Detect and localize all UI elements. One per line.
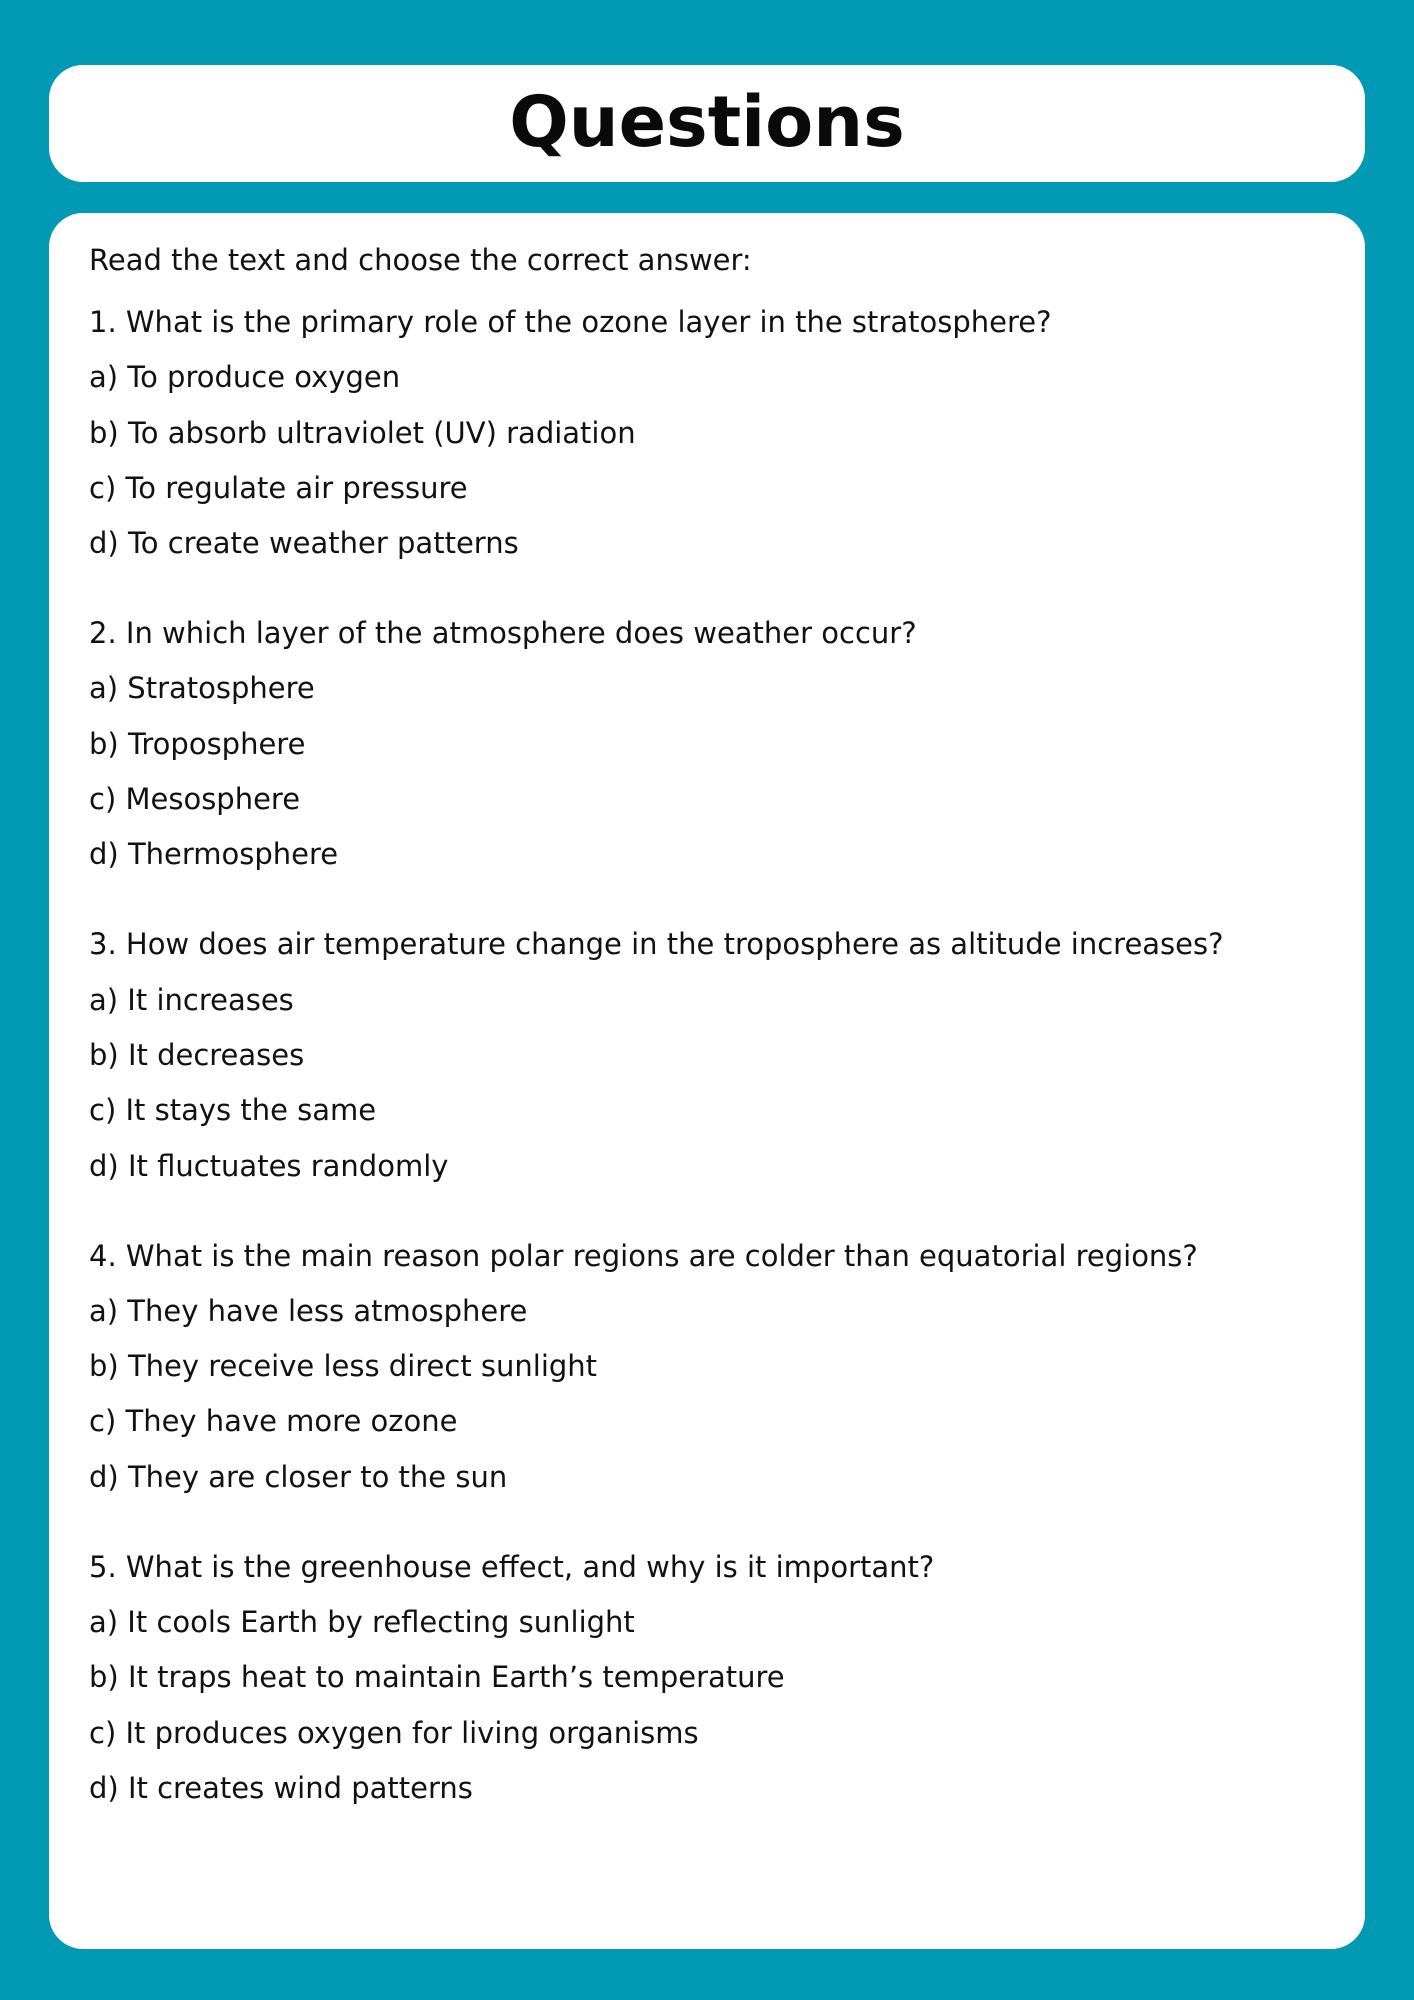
- answer-option-b: b) They receive less direct sunlight: [89, 1349, 598, 1384]
- answer-option-d: d) It creates wind patterns: [89, 1770, 473, 1805]
- instruction-text: Read the text and choose the correct answer:: [89, 243, 752, 277]
- page-title: Questions: [509, 80, 905, 163]
- answer-option-c: c) It produces oxygen for living organisms: [89, 1715, 699, 1750]
- answer-option-d: d) To create weather patterns: [89, 526, 519, 561]
- answer-option-b: b) To absorb ultraviolet (UV) radiation: [89, 415, 636, 450]
- answer-option-c: c) To regulate air pressure: [89, 470, 468, 505]
- question-text: 4. What is the main reason polar regions are colder than equatorial regions?: [89, 1238, 1198, 1273]
- answer-options: [89, 360, 1325, 561]
- answer-option-c: c) It stays the same: [89, 1093, 377, 1128]
- question-block-5: [89, 1550, 1325, 1806]
- questions-content: [89, 243, 1325, 1861]
- question-text: 5. What is the greenhouse effect, and why is it important?: [89, 1549, 935, 1584]
- answer-option-b: b) Troposphere: [89, 726, 306, 761]
- question-text: 3. How does air temperature change in the troposphere as altitude increases?: [89, 927, 1224, 962]
- answer-option-a: a) To produce oxygen: [89, 360, 401, 395]
- questions-panel: [49, 213, 1365, 1949]
- answer-option-d: d) Thermosphere: [89, 837, 339, 872]
- answer-option-b: b) It decreases: [89, 1037, 305, 1072]
- question-text: 1. What is the primary role of the ozone layer in the stratosphere?: [89, 305, 1052, 339]
- title-banner: [49, 65, 1365, 182]
- answer-option-c: c) They have more ozone: [89, 1404, 458, 1439]
- answer-options: [89, 671, 1325, 872]
- answer-option-a: a) Stratosphere: [89, 671, 315, 706]
- answer-options: [89, 1294, 1325, 1495]
- answer-options: [89, 983, 1325, 1184]
- answer-option-a: a) It cools Earth by reflecting sunlight: [89, 1605, 635, 1640]
- answer-option-a: a) They have less atmosphere: [89, 1293, 528, 1328]
- question-block-1: [89, 305, 1325, 561]
- answer-option-a: a) It increases: [89, 982, 294, 1017]
- question-text: 2. In which layer of the atmosphere does weather occur?: [89, 616, 917, 651]
- question-block-3: [89, 927, 1325, 1183]
- answer-option-d: d) They are closer to the sun: [89, 1459, 508, 1494]
- answer-option-c: c) Mesosphere: [89, 782, 301, 817]
- answer-options: [89, 1605, 1325, 1806]
- question-block-4: [89, 1239, 1325, 1495]
- answer-option-d: d) It fluctuates randomly: [89, 1148, 449, 1183]
- answer-option-b: b) It traps heat to maintain Earth’s temperature: [89, 1660, 785, 1695]
- question-block-2: [89, 616, 1325, 872]
